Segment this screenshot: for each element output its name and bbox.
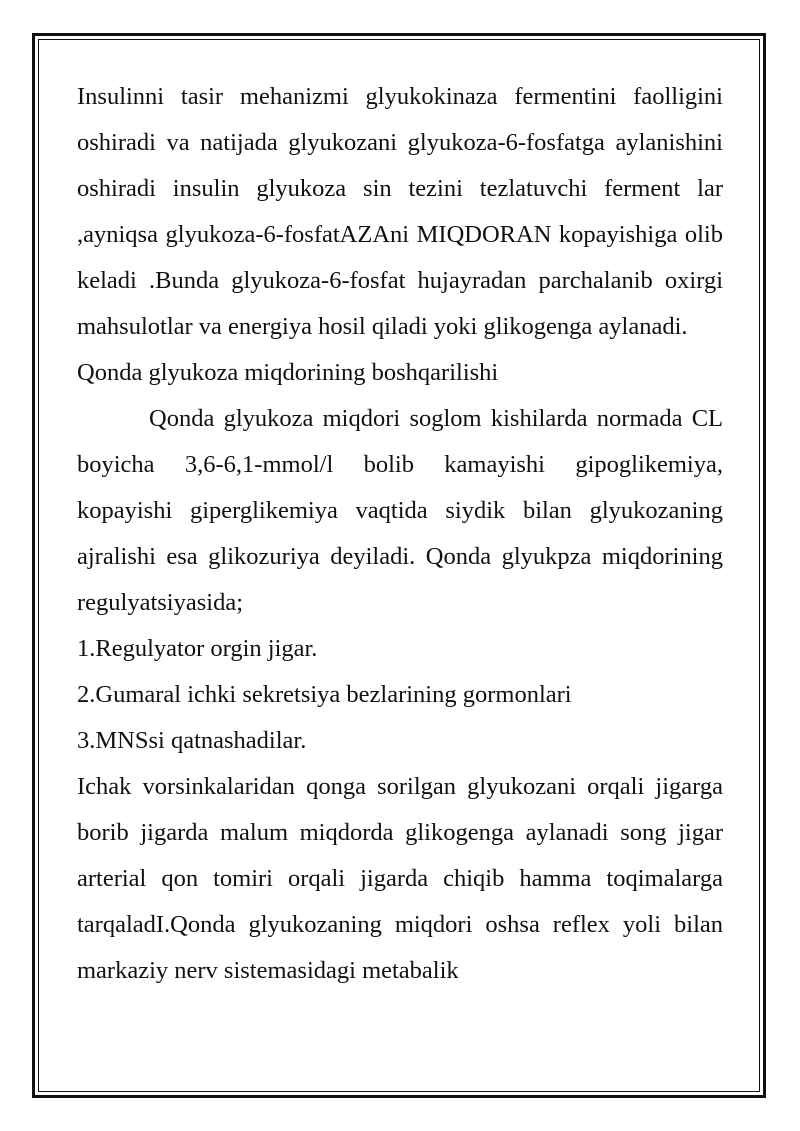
paragraph-glucose-regulation: Qonda glyukoza miqdori soglom kishilarda normada CL boyicha 3,6-6,1-mmol/l bolib kamayishi gipoglikemiya, kopayishi giperglikemiya vaqtida siydik bilan glyukozaning ajralishi esa glikozuriya deyiladi. Qonda glyukpza miqdorining regulyatsiyasida; <box>77 405 723 616</box>
document-body <box>77 74 723 994</box>
paragraph-insulin-mechanism: Insulinni tasir mehanizmi glyukokinaza fermentini faolligini oshiradi va natijada glyukozani glyukoza-6-fosfatga aylanishini oshiradi insulin glyukoza sin tezini tezlatuvchi ferment lar ,ayniqsa glyukoza-6-fosfatAZAni MIQDORAN kopayishiga olib keladi .Bunda glyukoza-6-fosfat hujayradan parchalanib oxirgi mahsulotlar va energiya hosil qiladi yoki glikogenga aylanadi. <box>77 83 723 340</box>
list-item-1: 1.Regulyator orgin jigar. <box>77 635 318 662</box>
list-item-2: 2.Gumaral ichki sekretsiya bezlarining gormonlari <box>77 681 572 708</box>
paragraph-intestinal-absorption: Ichak vorsinkalaridan qonga sorilgan glyukozani orqali jigarga borib jigarda malum miqdorda glikogenga aylanadi song jigar arterial qon tomiri orqali jigarda chiqib hamma toqimalarga tarqaladI.Qonda glyukozaning miqdori oshsa reflex yoli bilan markaziy nerv sistemasidagi metabalik <box>77 773 723 984</box>
list-item-3: 3.MNSsi qatnashadilar. <box>77 727 307 754</box>
section-heading: Qonda glyukoza miqdorining boshqarilishi <box>77 359 499 386</box>
